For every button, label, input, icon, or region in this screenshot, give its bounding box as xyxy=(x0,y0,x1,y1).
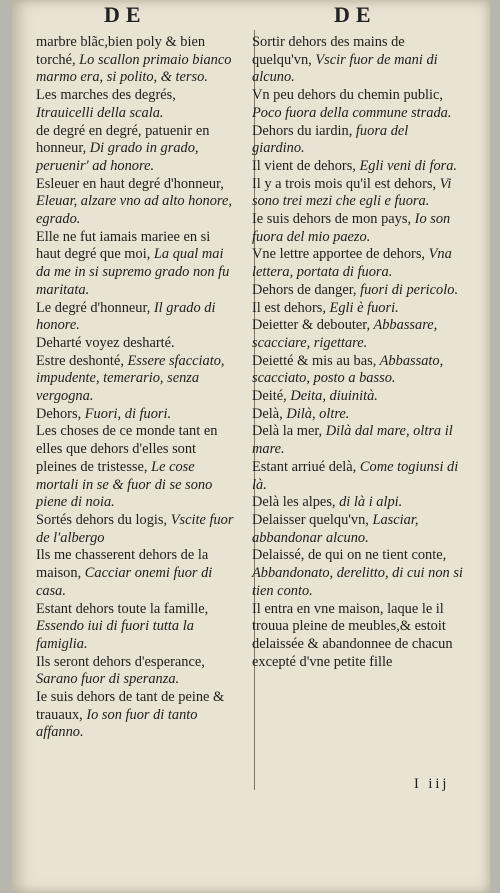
dictionary-entry: Ie suis dehors de mon pays, Io son fuora del mio paezo. xyxy=(252,211,451,245)
dictionary-entry: Il vient de dehors, Egli veni di fora. xyxy=(252,157,458,174)
dictionary-entry: Deietté & mis au bas, Abbassato, scacciato, posto a basso. xyxy=(252,352,444,387)
dictionary-entry: Il entra en vne maison, laque le il trouua pleine de meubles,& estoit delaissée & abandonnee de chacun excepté d'vne petite fille xyxy=(252,600,453,670)
dictionary-entry: marbre blãc,bien poly & bien torché, Lo scallon primaio bianco marmo era, si polito, & terso. xyxy=(36,34,232,86)
left-column xyxy=(36,34,234,742)
dictionary-entry: Ie suis dehors de tant de peine & trauaux, Io son fuor di tanto affanno. xyxy=(36,689,225,741)
signature-mark: I iij xyxy=(414,776,450,792)
dictionary-entry: Sortés dehors du logis, Vscite fuor de l'albergo xyxy=(36,511,234,546)
right-column xyxy=(252,34,464,671)
dictionary-entry: Sortir dehors des mains de quelqu'vn, Vscir fuor de mani di alcuno. xyxy=(252,34,438,86)
book-page xyxy=(12,0,490,893)
dictionary-entry: Estant arriué delà, Come togiunsi di là. xyxy=(252,458,459,493)
running-head-right: DE xyxy=(334,2,377,27)
dictionary-entry: Il est dehors, Egli è fuori. xyxy=(252,299,399,316)
dictionary-entry: Delà la mer, Dilà dal mare, oltra il mare. xyxy=(252,423,453,458)
dictionary-entry: Ils seront dehors d'esperance, Sarano fuor di speranza. xyxy=(36,653,205,688)
dictionary-entry: Les marches des degrés, Itrauicelli della scala. xyxy=(36,87,176,121)
dictionary-entry: Vn peu dehors du chemin public, Poco fuora della commune strada. xyxy=(252,87,452,121)
dictionary-entry: Esleuer en haut degré d'honneur, Eleuar, alzare vno ad alto honore, egrado. xyxy=(36,175,232,228)
dictionary-entry: Delà, Dilà, oltre. xyxy=(252,405,350,422)
dictionary-entry: Dehors, Fuori, di fuori. xyxy=(36,405,172,422)
dictionary-entry: Delaisser quelqu'vn, Lasciar, abbandonar alcuno. xyxy=(252,511,419,546)
dictionary-entry: Ils me chasserent dehors de la maison, Cacciar onemi fuor di casa. xyxy=(36,547,213,599)
dictionary-entry: Deietter & debouter, Abbassare, scacciare, rigettare. xyxy=(252,317,438,351)
dictionary-entry: Les choses de ce monde tant en elles que dehors d'elles sont pleines de tristesse, Le cose mortali in se & fuor di se sono piene di noia. xyxy=(36,423,218,511)
dictionary-entry: Deité, Deita, diuinità. xyxy=(252,388,378,405)
dictionary-entry: Estre deshonté, Essere sfacciato, impudente, temerario, senza vergogna. xyxy=(36,352,225,405)
dictionary-entry: Il y a trois mois qu'il est dehors, Vi sono trei mezi che egli e fuora. xyxy=(252,175,452,210)
dictionary-entry: Dehors du iardin, fuora del giardino. xyxy=(252,122,409,157)
dictionary-entry: Delaissé, de qui on ne tient conte, Abbandonato, derelitto, di cui non si tien conto. xyxy=(252,547,463,599)
dictionary-entry: Vne lettre apportee de dehors, Vna lettera, portata di fuora. xyxy=(252,246,452,281)
dictionary-entry: Le degré d'honneur, Il grado di honore. xyxy=(36,299,216,334)
dictionary-entry: Estant dehors toute la famille, Essendo iui di fuori tutta la famiglia. xyxy=(36,600,209,652)
dictionary-entry: Dehors de danger, fuori di pericolo. xyxy=(252,281,459,298)
running-head-left: DE xyxy=(104,2,147,27)
dictionary-entry: Elle ne fut iamais mariee en si haut degré que moi, La qual mai da me in si supremo grado non fu maritata. xyxy=(36,228,230,298)
dictionary-entry: Delà les alpes, di là i alpi. xyxy=(252,494,403,511)
dictionary-entry: de degré en degré, patuenir en honneur, Di grado in grado, peruenir' ad honore. xyxy=(36,122,210,174)
dictionary-entry: Deharté voyez desharté. xyxy=(36,334,175,351)
